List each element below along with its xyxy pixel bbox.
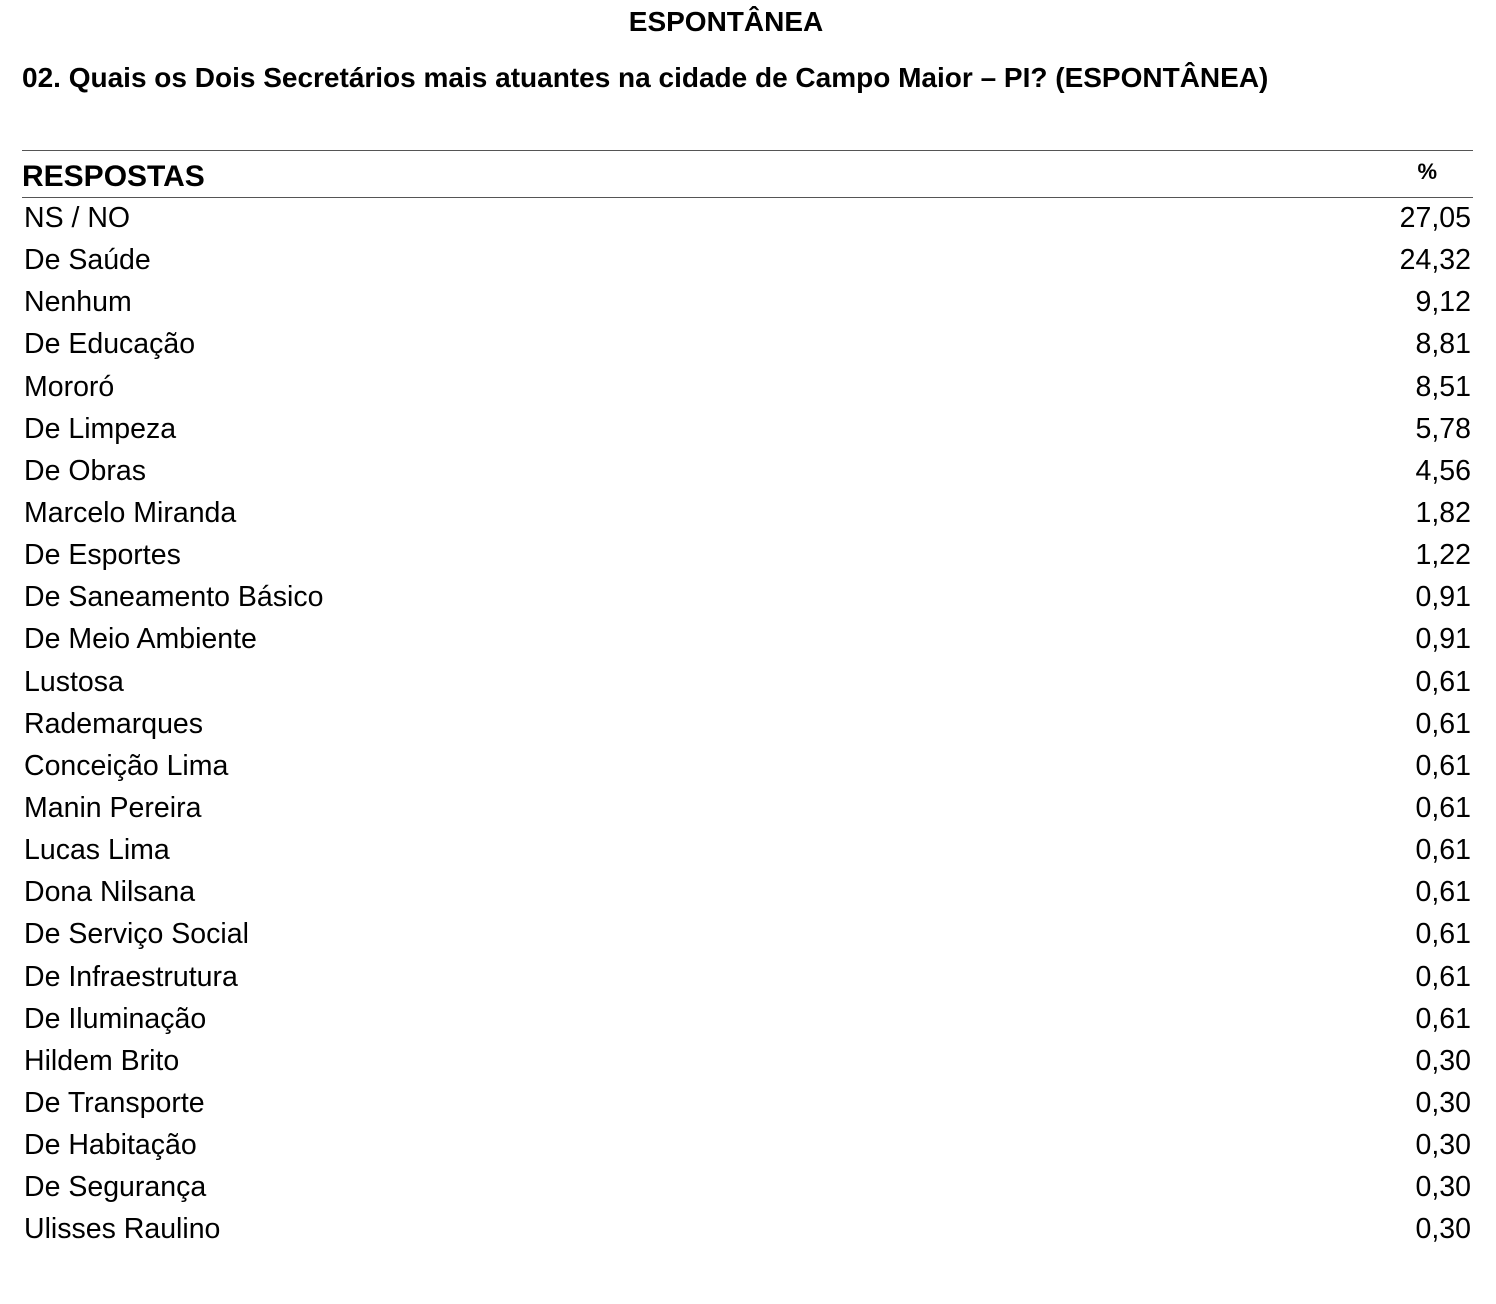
header-respostas: RESPOSTAS [22,160,205,193]
row-label: De Limpeza [24,412,177,445]
row-label: Nenhum [24,286,132,319]
row-label: Dona Nilsana [24,876,196,909]
row-percent: 8,81 [1415,328,1471,361]
row-label: Lustosa [24,665,124,698]
table-row [22,999,1473,1041]
row-percent: 0,61 [1415,1002,1471,1035]
table-row [22,451,1473,493]
row-percent: 0,61 [1415,707,1471,740]
row-label: Marcelo Miranda [24,496,237,529]
row-percent: 0,30 [1415,1086,1471,1119]
row-percent: 24,32 [1399,244,1471,277]
table-row [22,1167,1473,1209]
row-percent: 0,61 [1415,834,1471,867]
table-row [22,198,1473,240]
row-label: De Infraestrutura [24,960,238,993]
table-row [22,1209,1473,1251]
row-label: Manin Pereira [24,791,202,824]
row-percent: 0,61 [1415,665,1471,698]
row-label: De Transporte [24,1086,205,1119]
row-percent: 0,61 [1415,749,1471,782]
row-percent: 0,30 [1415,1129,1471,1162]
row-label: Hildem Brito [24,1044,180,1077]
row-percent: 4,56 [1415,454,1471,487]
row-label: Lucas Lima [24,834,170,867]
row-percent: 0,61 [1415,918,1471,951]
row-label: Rademarques [24,707,204,740]
table-row [22,662,1473,704]
row-label: De Saneamento Básico [24,581,324,614]
row-label: De Obras [24,454,146,487]
row-label: De Saúde [24,244,151,277]
table-row [22,788,1473,830]
question-heading: 02. Quais os Dois Secretários mais atuantes na cidade de Campo Maior – PI? (ESPONTÂNEA) [22,62,1269,93]
row-percent: 0,91 [1415,581,1471,614]
table-row [22,282,1473,324]
row-label: De Habitação [24,1129,197,1162]
row-percent: 1,22 [1415,539,1471,572]
row-percent: 5,78 [1415,412,1471,445]
table-body [22,198,1473,1252]
row-percent: 27,05 [1399,202,1471,234]
table-row [22,914,1473,956]
table-header [22,150,1473,198]
row-percent: 0,30 [1415,1213,1471,1246]
header-percent: % [1417,159,1437,184]
table-row [22,367,1473,409]
table-row [22,1125,1473,1167]
table-row [22,830,1473,872]
row-percent: 0,91 [1415,623,1471,656]
row-percent: 0,30 [1415,1044,1471,1077]
row-label: Mororó [24,370,115,403]
row-label: De Segurança [24,1171,207,1204]
row-percent: 8,51 [1415,370,1471,403]
table-row [22,957,1473,999]
table-row [22,493,1473,535]
table-row [22,409,1473,451]
page-title: ESPONTÂNEA [628,6,824,37]
row-label: De Educação [24,328,196,361]
row-percent: 0,61 [1415,876,1471,909]
table-row [22,872,1473,914]
row-label: Ulisses Raulino [24,1213,221,1246]
row-label: De Esportes [24,539,181,572]
row-label: De Meio Ambiente [24,623,257,656]
table-row [22,240,1473,282]
row-percent: 0,61 [1415,960,1471,993]
row-percent: 0,30 [1415,1171,1471,1204]
table-row [22,324,1473,366]
row-percent: 1,82 [1415,496,1471,529]
row-percent: 9,12 [1415,286,1471,319]
table-row [22,1083,1473,1125]
table-row [22,577,1473,619]
row-percent: 0,61 [1415,791,1471,824]
row-label: De Serviço Social [24,918,249,951]
table-row [22,746,1473,788]
table-row [22,535,1473,577]
results-table [22,150,1473,1252]
row-label: NS / NO [24,202,131,234]
row-label: Conceição Lima [24,749,229,782]
row-label: De Iluminação [24,1002,207,1035]
table-row [22,619,1473,661]
table-row [22,1041,1473,1083]
table-row [22,704,1473,746]
